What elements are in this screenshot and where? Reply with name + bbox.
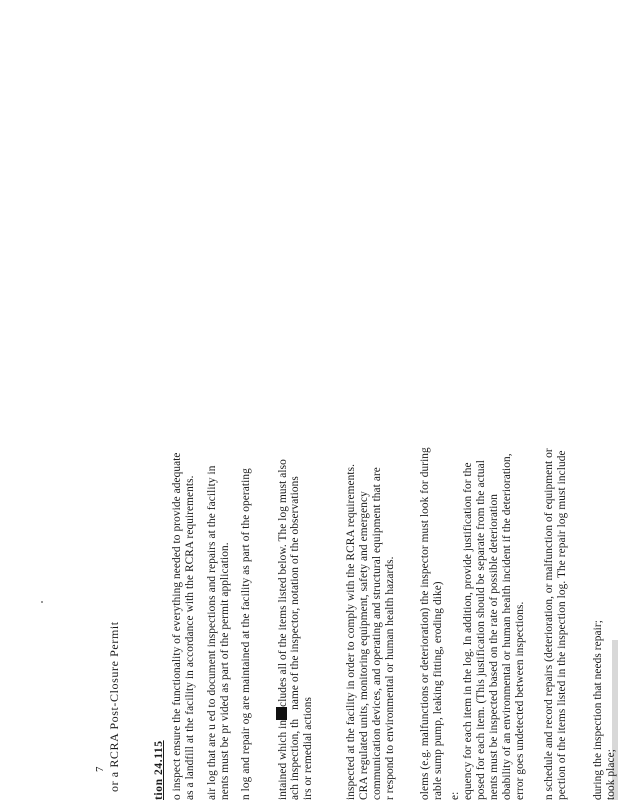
- para-8-line-5: error goes undetected between inspections.: [514, 601, 526, 800]
- para-1-line-1: o inspect ensure the functionality of everything needed to provide adequate: [171, 452, 183, 800]
- page-number: 7: [94, 766, 106, 772]
- para-8-line-2: posed for each item. (This justification should be separate from the actual: [475, 459, 487, 800]
- para-4-line-2-end: name of the inspector, notation of the observations: [289, 476, 301, 710]
- para-6-line-2: rable sump pump, leaking fitting, eroding dike): [432, 581, 444, 800]
- para-4-line-2: [289, 476, 301, 800]
- para-7-line-1: e:: [449, 791, 461, 800]
- para-9-line-1: n schedule and record repairs (deterioration, or malfunction of equipment or: [543, 448, 555, 800]
- para-9-line-2: pection of the items listed in the inspection log. The repair log must include: [556, 450, 568, 800]
- para-8-line-3: nents must be inspected based on the rate of possible deterioration: [488, 494, 500, 800]
- para-10-line-1: during the inspection that needs repair;: [592, 620, 604, 800]
- para-8-line-4: obability of an environmental or human health incident if the deterioration,: [501, 453, 513, 800]
- para-2-line-1: air log that are u ed to document inspections and repairs at the facility in: [206, 465, 218, 800]
- para-4-line-1-start: intained which in: [277, 719, 289, 800]
- redaction-mark: [276, 707, 287, 720]
- para-5-line-1: inspected at the facility in order to comply with the RCRA requirements.: [345, 464, 357, 800]
- para-2-line-2: nents must be pr vided as part of the permit application.: [219, 542, 231, 800]
- para-6-line-1: olems (e.g. malfunctions or deterioration) the inspector must look for during: [419, 447, 431, 800]
- para-5-line-3: communication devices, and operating and structural equipment that are: [371, 467, 383, 800]
- page-header: or a RCRA Post-Closure Permit: [107, 621, 121, 792]
- para-3-line-1: n log and repair og are maintained at the facility as part of the operating: [240, 468, 252, 800]
- para-8-line-1: equency for each item in the log. In addition, provide justification for the: [462, 462, 474, 800]
- para-4-line-1: [276, 459, 289, 800]
- para-4-line-1-end: cludes all of the items listed below. The log must also: [277, 459, 289, 707]
- para-5-line-4: r respond to environmental or human health hazards.: [384, 556, 396, 800]
- para-10-line-2: took place;: [605, 749, 617, 800]
- para-1-line-2: as a landfill at the facility in accordance with the RCRA requirements.: [184, 475, 196, 800]
- section-heading: tion 24.115: [153, 740, 165, 800]
- para-4-line-2-start: ach inspection, th: [289, 718, 301, 800]
- para-4-line-3: irs or remedial actions: [302, 697, 314, 800]
- para-5-line-2: CRA regulated units, monitoring equipment, safety and emergency: [358, 491, 370, 800]
